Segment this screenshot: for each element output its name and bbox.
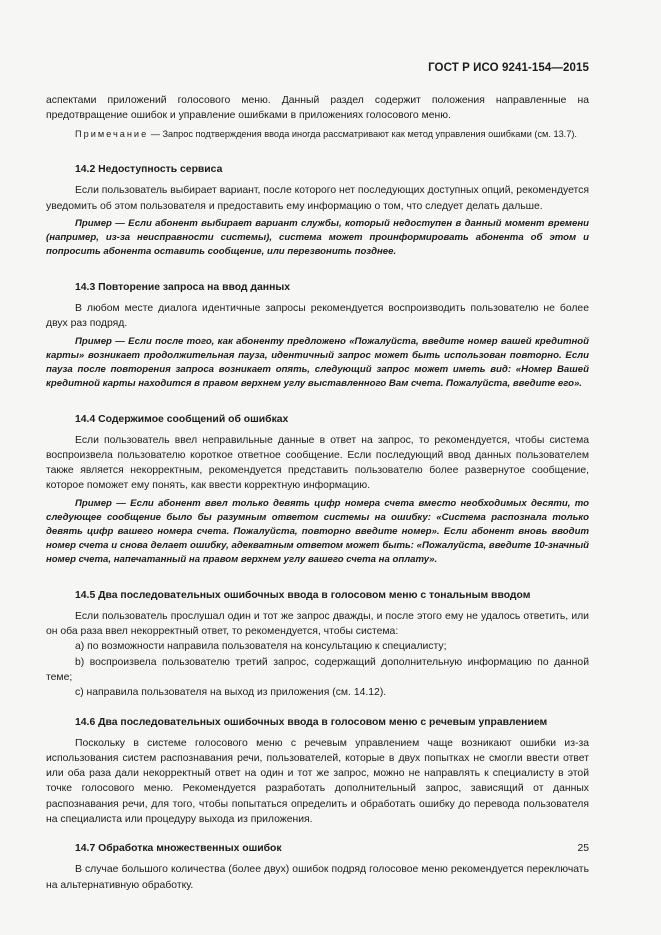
section-paragraph: Если пользователь выбирает вариант, после которого нет последующих доступных опций, рекомендуется уведомить об этом пользователя и предоставить ему информацию о том, что следует делать дальше.	[46, 185, 590, 212]
list-item: c) направила пользователя на выход из приложения (см. 14.12).	[75, 687, 387, 699]
section-heading: 14.4 Содержимое сообщений об ошибках	[75, 413, 289, 425]
section-14-5	[46, 588, 589, 701]
section-example: Пример — Если абонент выбирает вариант службы, который недоступен в данный момент времени (например, из-за неисправности системы), система может проинформировать абонента об этом и попросить абонента оставить сообщение, или перезвонить позднее.	[46, 217, 589, 257]
section-heading: 14.5 Два последовательных ошибочных ввода в голосовом меню с тональным вводом	[75, 589, 531, 601]
page-number: 25	[577, 843, 589, 854]
section-14-4	[46, 412, 589, 567]
intro-paragraph: аспектами приложений голосового меню. Данный раздел содержит положения направленные на предотвращение ошибок и управление ошибками в приложениях голосового меню.	[46, 95, 589, 122]
doc-header: ГОСТ Р ИСО 9241-154—2015	[428, 62, 589, 74]
section-heading: 14.7 Обработка множественных ошибок	[75, 843, 282, 855]
section-14-6	[46, 715, 589, 828]
section-heading: 14.3 Повторение запроса на ввод данных	[75, 281, 290, 293]
document-body	[46, 93, 589, 893]
section-paragraph: В случае большого количества (более двух) ошибок подряд голосовое меню рекомендуется переключать на альтернативную обработку.	[46, 864, 589, 891]
section-example: Пример — Если после того, как абоненту предложено «Пожалуйста, введите номер вашей кредитной карты» возникает продолжительная пауза, идентичный запрос может быть использован повторно. Если пауза после повторения запроса возникает опять, следующий запрос может иметь вид: «Номер Вашей кредитной карты находится в правом верхнем углу выставленного Вам счета. Пожалуйста, введите его».	[46, 335, 589, 389]
section-example: Пример — Если абонент ввел только девять цифр номера счета вместо необходимых десяти, то следующее сообщение было бы разумным ответом системы на ошибку: «Система распознала только девять цифр вашего номера счета. Пожалуйста, повторно введите номер». Если абонент вновь вводит номер счета и снова делает ошибку, адекватным ответом может быть: «Пожалуйста, введите 10-значный номер счета, напечатанный на правом верхнем углу вашего счета на оплату».	[46, 497, 589, 565]
section-paragraph: Если пользователь прослушал один и тот же запрос дважды, и после этого ему не удалось ответить, или он оба раза ввел некорректный ответ, то рекомендуется, чтобы система:	[46, 610, 589, 638]
section-14-3	[46, 280, 589, 391]
section-paragraph: Поскольку в системе голосового меню с речевым управлением чаще возникают ошибки из-за использования систем распознавания речи, пользователей, которые в двух попытках не смогли ввести ответ или оба раза дали некорректный ответ на один и тот же запрос, можно не направлять к специалисту в этой точке голосового меню. Рекомендуется разработать дополнительный запрос, зависящий от данных распознавания речи, для того, чтобы попытаться определить и обработать ошибку до перевода пользователя на специалиста или процедуру выхода из приложения.	[46, 737, 589, 826]
note-text: — Запрос подтверждения ввода иногда рассматривают как метод управления ошибками (см. 13.7).	[148, 128, 577, 139]
section-14-2	[46, 162, 589, 259]
intro-note	[46, 128, 589, 142]
section-paragraph: Если пользователь ввел неправильные данные в ответ на запрос, то рекомендуется, чтобы система воспроизвела пользователю короткое ответное сообщение. Если последующий ввод данных пользователем также является некорректным, рекомендуется представить пользователю более развернутое сообщение, которое поможет ему понять, как ввести корректную информацию.	[46, 434, 589, 492]
section-heading: 14.6 Два последовательных ошибочных ввода в голосовом меню с речевым управлением	[75, 716, 548, 728]
list-item: b) воспроизвела пользователю третий запрос, содержащий дополнительную информацию по данной теме;	[46, 656, 589, 683]
note-label: Примечание	[75, 128, 149, 139]
section-14-7	[46, 841, 589, 893]
section-paragraph: В любом месте диалога идентичные запросы рекомендуется воспроизводить пользователю не более двух раз подряд.	[46, 302, 589, 330]
section-heading: 14.2 Недоступность сервиса	[75, 164, 223, 176]
list-item: a) по возможности направила пользователя на консультацию к специалисту;	[75, 641, 447, 653]
